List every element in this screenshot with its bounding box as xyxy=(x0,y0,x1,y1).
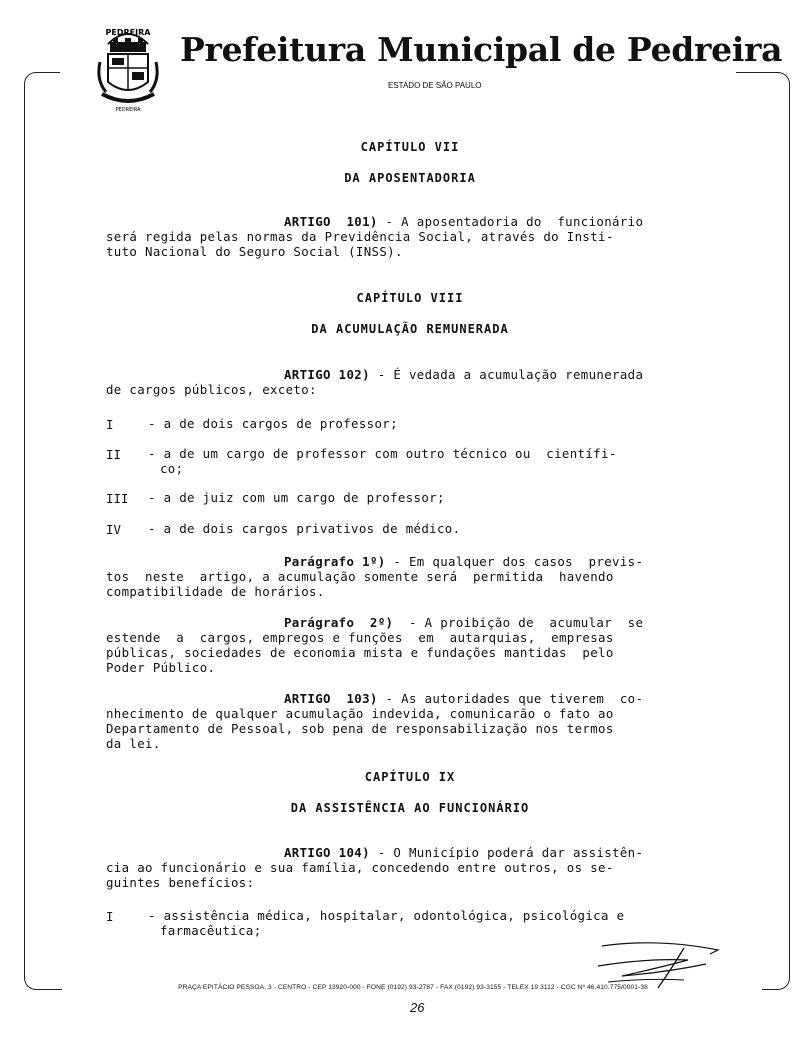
art101-line1-rest: - A aposentadoria do funcionário xyxy=(377,214,644,229)
art104-label: ARTIGO 104) xyxy=(284,845,370,860)
art102-item2-num: II xyxy=(106,447,121,462)
art102-item2-cont: co; xyxy=(160,461,184,476)
art102-item4-text: - a de dois cargos privativos de médico. xyxy=(148,521,461,536)
state-subtitle: ESTADO DE SÃO PAULO xyxy=(388,81,482,90)
art101-label: ARTIGO 101) xyxy=(284,214,378,229)
art102-label: ARTIGO 102) xyxy=(284,367,370,382)
art104-item1-cont: farmacêutica; xyxy=(160,923,262,938)
art102-item3-num: III xyxy=(106,491,129,506)
art103-line2: nhecimento de qualquer acumulação indevida, comunicarão o fato ao xyxy=(106,706,614,721)
art103-line1-rest: - As autoridades que tiverem co- xyxy=(377,691,644,706)
par1-line3: compatibilidade de horários. xyxy=(106,584,325,599)
art101-line2: será regida pelas normas da Previdência Social, através do Insti- xyxy=(106,229,614,244)
par1-line1 xyxy=(284,555,643,569)
art104-item1-num: I xyxy=(106,909,114,924)
art104-line3: guintes benefícios: xyxy=(106,875,255,890)
art104-item1-text: - assistência médica, hospitalar, odontológica, psicológica e xyxy=(148,908,625,923)
art103-line4: da lei. xyxy=(106,736,161,751)
par1-label: Parágrafo 1º) xyxy=(284,554,386,569)
art103-label: ARTIGO 103) xyxy=(284,691,378,706)
par1-line1-rest: - Em qualquer dos casos previs- xyxy=(385,554,644,569)
crest-text-bottom: PEDREIRA xyxy=(115,107,141,113)
par2-line3: públicas, sociedades de economia mista e fundações mantidas pelo xyxy=(106,645,614,660)
chapter-viii-subheading: DA ACUMULAÇÃO REMUNERADA xyxy=(311,322,509,336)
par2-line1 xyxy=(284,616,643,630)
art104-line1-rest: - O Município poderá dar assistên- xyxy=(369,845,644,860)
par1-line2: tos neste artigo, a acumulação somente será permitida havendo xyxy=(106,569,614,584)
page-title: Prefeitura Municipal de Pedreira xyxy=(180,30,783,69)
art101-line1 xyxy=(284,215,643,229)
chapter-vii-subheading: DA APOSENTADORIA xyxy=(344,171,476,185)
art103-line3: Departamento de Pessoal, sob pena de responsabilização nos termos xyxy=(106,721,614,736)
chapter-ix-subheading: DA ASSISTÊNCIA AO FUNCIONÁRIO xyxy=(290,801,530,815)
art102-line2: de cargos públicos, exceto: xyxy=(106,382,317,397)
art102-item1-num: I xyxy=(106,417,114,432)
par2-line2: estende a cargos, empregos e funções em autarquias, empresas xyxy=(106,630,614,645)
footer-address: PRAÇA EPITÁCIO PESSOA, 3 - CENTRO - CEP 13920-000 - FONE (0192) 93-2787 - FAX (0192) 93-3155 - TELEX 19 3112 - CGC Nº 46.410.775/0001-38 xyxy=(178,984,648,991)
art102-item1-text: - a de dois cargos de professor; xyxy=(148,416,398,431)
signature-icon xyxy=(588,938,728,990)
art102-line1 xyxy=(284,368,643,382)
par2-line1-rest: - A proibição de acumular se xyxy=(393,615,644,630)
art102-item3-text: - a de juiz com um cargo de professor; xyxy=(148,490,445,505)
page-number: 26 xyxy=(410,1000,425,1015)
chapter-viii-heading: CAPÍTULO VIII xyxy=(356,291,464,305)
par2-line4: Poder Público. xyxy=(106,660,216,675)
municipal-crest-icon xyxy=(96,22,160,114)
art104-line2: cia ao funcionário e sua família, concedendo entre outros, os se- xyxy=(106,860,614,875)
art102-item2-text: - a de um cargo de professor com outro técnico ou científi- xyxy=(148,446,617,461)
art102-item4-num: IV xyxy=(106,522,121,537)
crest-text-top: PEDREIRA xyxy=(105,28,151,37)
art104-line1 xyxy=(284,846,643,860)
art102-line1-rest: - É vedada a acumulação remunerada xyxy=(369,367,644,382)
chapter-vii-heading: CAPÍTULO VII xyxy=(360,140,460,154)
art101-line3: tuto Nacional do Seguro Social (INSS). xyxy=(106,244,403,259)
art103-line1 xyxy=(284,692,643,706)
chapter-ix-heading: CAPÍTULO IX xyxy=(364,770,456,784)
par2-label: Parágrafo 2º) xyxy=(284,615,394,630)
